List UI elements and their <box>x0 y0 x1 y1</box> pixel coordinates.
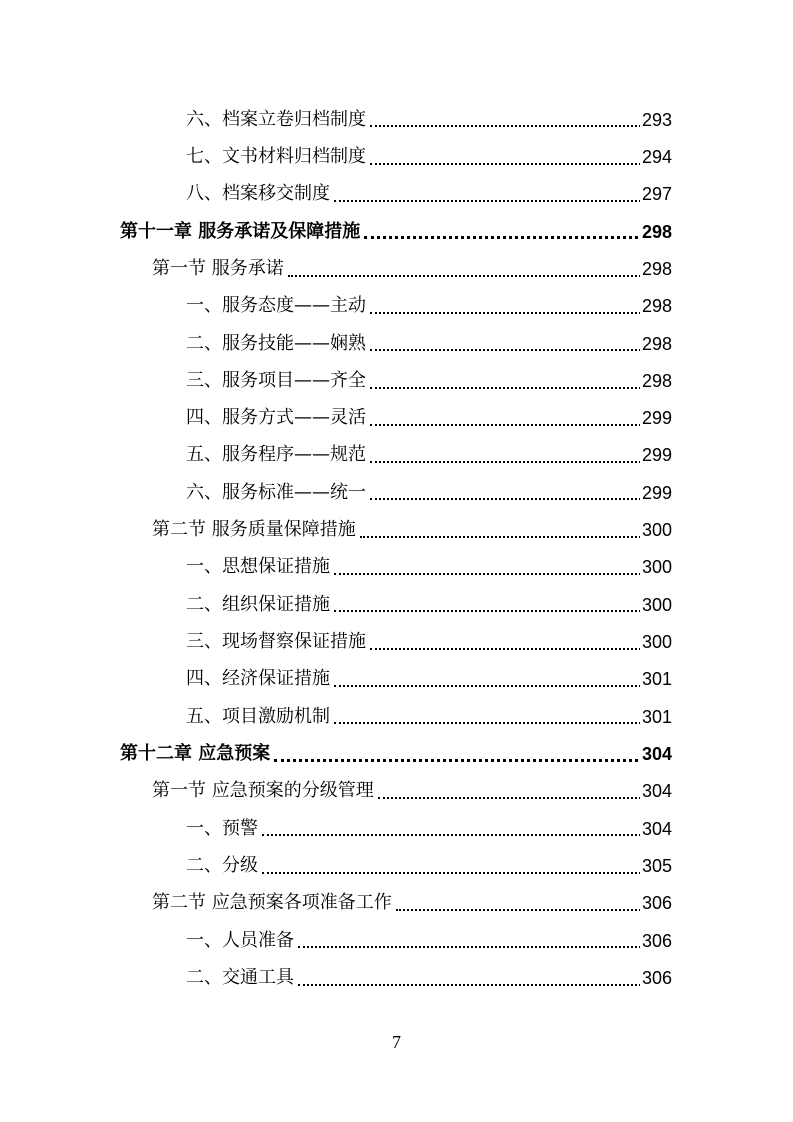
toc-entry <box>186 101 671 138</box>
toc-title: 二、服务技能——娴熟 <box>186 332 366 354</box>
dot-leader <box>358 511 671 548</box>
toc-page-number: 294 <box>640 138 672 175</box>
toc-title: 四、服务方式——灵活 <box>186 407 366 429</box>
toc-title: 二、交通工具 <box>186 966 294 988</box>
toc-title: 一、服务态度——主动 <box>186 295 366 317</box>
toc-item-row[interactable] <box>0 400 793 437</box>
dot-leader <box>332 586 671 623</box>
toc-entry <box>186 698 671 735</box>
toc-entry <box>186 959 671 996</box>
dot-leader <box>332 176 671 213</box>
toc-item-row[interactable] <box>0 847 793 884</box>
toc-item-row[interactable] <box>0 437 793 474</box>
toc-page-number: 304 <box>640 810 672 847</box>
toc-page-number: 297 <box>640 176 672 213</box>
toc-item-row[interactable] <box>0 138 793 175</box>
toc-section-row[interactable] <box>0 250 793 287</box>
toc-page-number: 298 <box>640 288 672 325</box>
toc-entry <box>186 810 671 847</box>
dot-leader <box>332 698 671 735</box>
toc-entry <box>186 586 671 623</box>
toc-page-number: 298 <box>640 250 672 287</box>
dot-leader <box>296 922 671 959</box>
toc-page-number: 299 <box>640 474 672 511</box>
dot-leader <box>272 735 671 772</box>
toc-title: 一、思想保证措施 <box>186 556 330 578</box>
dot-leader <box>332 549 671 586</box>
toc-entry <box>186 549 671 586</box>
toc-item-row[interactable] <box>0 922 793 959</box>
toc-page-number: 298 <box>640 213 672 250</box>
toc-entry <box>186 847 671 884</box>
toc-title: 六、档案立卷归档制度 <box>186 108 366 130</box>
dot-leader <box>368 325 671 362</box>
toc-page-number: 301 <box>640 661 672 698</box>
dot-leader <box>332 661 671 698</box>
toc-item-row[interactable] <box>0 325 793 362</box>
toc-title: 二、组织保证措施 <box>186 593 330 615</box>
toc-item-row[interactable] <box>0 362 793 399</box>
dot-leader <box>260 810 671 847</box>
dot-leader <box>368 288 671 325</box>
dot-leader <box>368 437 671 474</box>
toc-title: 五、项目激励机制 <box>186 705 330 727</box>
toc-item-row[interactable] <box>0 288 793 325</box>
toc-section-row[interactable] <box>0 885 793 922</box>
toc-section-row[interactable] <box>0 511 793 548</box>
toc-page-number: 304 <box>640 773 672 810</box>
toc-entry <box>186 176 671 213</box>
toc-title: 五、服务程序——规范 <box>186 444 366 466</box>
toc-title: 六、服务标准——统一 <box>186 481 366 503</box>
toc-entry <box>186 437 671 474</box>
dot-leader <box>362 213 671 250</box>
toc-page-number: 298 <box>640 362 672 399</box>
toc-item-row[interactable] <box>0 810 793 847</box>
toc-entry <box>186 922 671 959</box>
toc-section-row[interactable] <box>0 773 793 810</box>
toc-title: 八、档案移交制度 <box>186 183 330 205</box>
toc-entry <box>152 250 671 287</box>
page-number: 7 <box>392 1032 401 1052</box>
dot-leader <box>368 400 671 437</box>
toc-title: 二、分级 <box>186 854 258 876</box>
dot-leader <box>286 250 671 287</box>
toc-entry <box>186 325 671 362</box>
toc-title: 三、现场督察保证措施 <box>186 631 366 653</box>
toc-item-row[interactable] <box>0 586 793 623</box>
toc-item-row[interactable] <box>0 549 793 586</box>
toc-chapter-row[interactable] <box>0 213 793 250</box>
toc-entry <box>120 735 671 772</box>
toc-page-number: 306 <box>640 959 672 996</box>
toc-item-row[interactable] <box>0 101 793 138</box>
toc-entry <box>152 885 671 922</box>
toc-page-number: 300 <box>640 586 672 623</box>
toc-page-number: 304 <box>640 735 672 772</box>
toc-chapter-row[interactable] <box>0 735 793 772</box>
toc-entry <box>186 623 671 660</box>
dot-leader <box>376 773 671 810</box>
toc-title: 第一节 应急预案的分级管理 <box>152 780 374 802</box>
toc-entry <box>186 661 671 698</box>
toc-page-number: 293 <box>640 101 672 138</box>
toc-page-number: 300 <box>640 549 672 586</box>
toc-entry <box>120 213 671 250</box>
dot-leader <box>260 847 671 884</box>
toc-title: 第十二章 应急预案 <box>120 742 271 764</box>
toc-page-number: 299 <box>640 437 672 474</box>
toc-page-number: 300 <box>640 623 672 660</box>
toc-item-row[interactable] <box>0 959 793 996</box>
toc-title: 一、预警 <box>186 817 258 839</box>
toc-item-row[interactable] <box>0 474 793 511</box>
toc-entry <box>186 138 671 175</box>
toc-title: 第二节 服务质量保障措施 <box>152 519 356 541</box>
toc-title: 四、经济保证措施 <box>186 668 330 690</box>
toc-item-row[interactable] <box>0 698 793 735</box>
table-of-contents <box>0 101 793 997</box>
toc-title: 一、人员准备 <box>186 929 294 951</box>
dot-leader <box>368 474 671 511</box>
toc-title: 第十一章 服务承诺及保障措施 <box>120 220 361 242</box>
toc-title: 三、服务项目——齐全 <box>186 369 366 391</box>
toc-item-row[interactable] <box>0 623 793 660</box>
toc-item-row[interactable] <box>0 176 793 213</box>
toc-title: 第二节 应急预案各项准备工作 <box>152 892 392 914</box>
dot-leader <box>368 623 671 660</box>
toc-entry <box>152 773 671 810</box>
toc-entry <box>186 288 671 325</box>
dot-leader <box>368 138 671 175</box>
toc-entry <box>152 511 671 548</box>
toc-title: 第一节 服务承诺 <box>152 257 284 279</box>
dot-leader <box>368 101 671 138</box>
toc-page-number: 300 <box>640 511 672 548</box>
toc-page-number: 301 <box>640 698 672 735</box>
toc-page-number: 306 <box>640 885 672 922</box>
dot-leader <box>296 959 671 996</box>
toc-entry <box>186 400 671 437</box>
toc-entry <box>186 362 671 399</box>
dot-leader <box>368 362 671 399</box>
toc-page-number: 298 <box>640 325 672 362</box>
toc-item-row[interactable] <box>0 661 793 698</box>
toc-title: 七、文书材料归档制度 <box>186 145 366 167</box>
toc-page-number: 299 <box>640 400 672 437</box>
toc-page-number: 305 <box>640 847 672 884</box>
toc-page-number: 306 <box>640 922 672 959</box>
toc-entry <box>186 474 671 511</box>
dot-leader <box>394 885 671 922</box>
